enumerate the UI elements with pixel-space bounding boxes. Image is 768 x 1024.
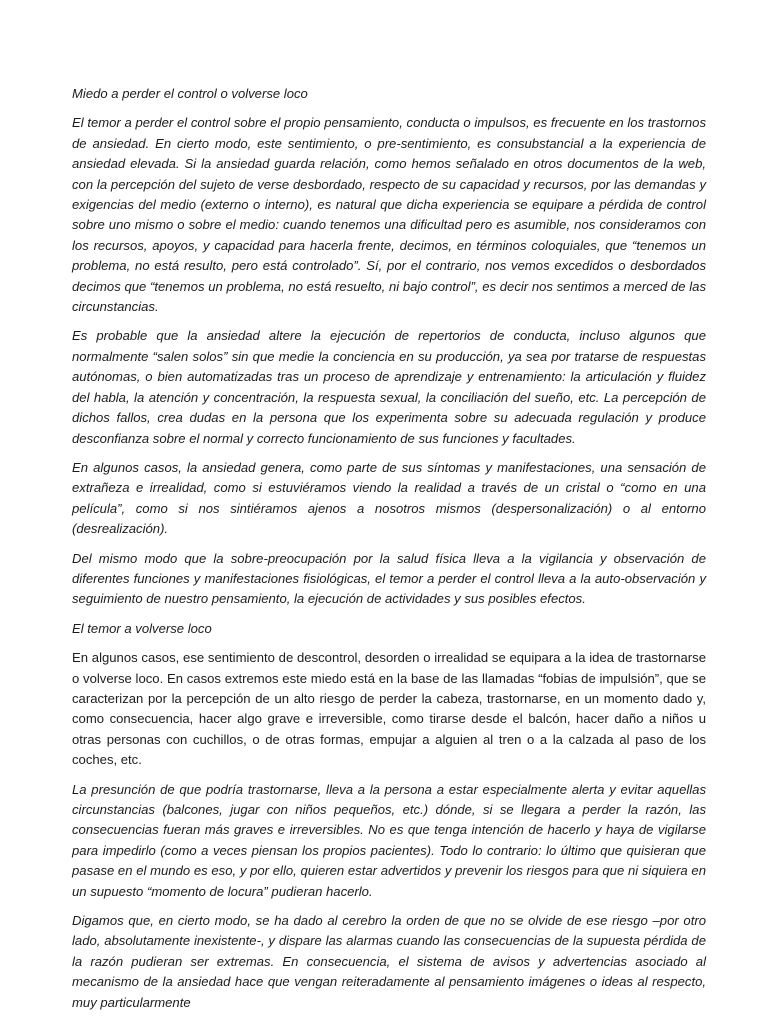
paragraph-presuncion: La presunción de que podría trastornarse, lleva a la persona a estar especialmente alerta y evitar aquellas circunstancias (balcones, jugar con niños pequeños, etc.) dónde, si se llegara a perder la razón, las consecuencias fueran más graves e irreversibles. No es que tenga intención de hacerlo y haya de vigilarse para impedirlo (como a veces piensan los propios pacientes). Todo lo contrario: lo último que quisieran que pasase en el mundo es eso, y por ello, quieren estar advertidos y prevenir los riesgos para que ni siquiera en un supuesto “momento de locura” pudieran hacerlo. xyxy=(72,781,706,899)
paragraph-ejecucion-conducta: Es probable que la ansiedad altere la ejecución de repertorios de conducta, incluso algunos que normalmente “salen solos” sin que medie la conciencia en su producción, ya sea por tratarse de respuestas autónomas, o bien automatizadas tras un proceso de aprendizaje y entrenamiento: la articulación y fluidez del habla, la atención y concentración, la respuesta sexual, la conciliación del sueño, etc. La percepción de dichos fallos, crea dudas en la persona que los experimenta sobre su adecuada regulación y produce desconfianza sobre el normal y correcto funcionamiento de sus funciones y facultades. xyxy=(72,328,706,446)
paragraph-extraneza-irrealidad: En algunos casos, la ansiedad genera, como parte de sus síntomas y manifestaciones, una sensación de extrañeza e irrealidad, como si estuviéramos viendo la realidad a través de un cristal o “como en una película”, como si nos sintiéramos ajenos a nosotros mismos (despersonalización) o al entorno (desrealización). xyxy=(72,459,706,537)
paragraph-orden-cerebro: Digamos que, en cierto modo, se ha dado al cerebro la orden de que no se olvide de ese riesgo –por otro lado, absolutamente inexistente-, y dispare las alarmas cuando las consecuencias de la supuesta pérdida de la razón pudieran ser extremas. En consecuencia, el sistema de avisos y advertencias asociado al mecanismo de la ansiedad hace que vengan reiteradamente al pensamiento imágenes o ideas al respecto, muy particularmente xyxy=(72,913,706,1010)
paragraph-fobias-impulsion: En algunos casos, ese sentimiento de descontrol, desorden o irrealidad se equipara a la idea de trastornarse o volverse loco. En casos extremos este miedo está en la base de las llamadas “fobias de impulsión”, que se caracterizan por la percepción de un alto riesgo de perder la cabeza, trastornarse, en un momento dado y, como consecuencia, hacer algo grave e irreversible, como tirarse desde el balcón, hacer daño a niños u otras personas con cuchillos, o de otras formas, empujar a alguien al tren o a la calzada al paso de los coches, etc. xyxy=(72,650,706,768)
paragraph-temor-control: El temor a perder el control sobre el propio pensamiento, conducta o impulsos, es frecuente en los trastornos de ansiedad. En cierto modo, este sentimiento, o pre-sentimiento, es consubstancial a la experiencia de ansiedad elevada. Si la ansiedad guarda relación, como hemos señalado en otros documentos de la web, con la percepción del sujeto de verse desbordado, respecto de su capacidad y recursos, por las demandas y exigencias del medio (externo o interno), es natural que dicha experiencia se equipare a pérdida de control sobre uno mismo o sobre el medio: cuando tenemos una dificultad pero es asumible, nos consideramos con los recursos, apoyos, y capacidad para hacerla frente, decimos, en términos coloquiales, que “tenemos un problema, no está resulto, pero está controlado”. Sí, por el contrario, nos vemos excedidos o desbordados decimos que “tenemos un problema, no está resuelto, ni bajo control”, es decir nos sentimos a merced de las circunstancias. xyxy=(72,115,706,315)
document-page xyxy=(72,84,706,1022)
section-heading-miedo: Miedo a perder el control o volverse loco xyxy=(72,86,308,101)
paragraph-auto-observacion: Del mismo modo que la sobre-preocupación por la salud física lleva a la vigilancia y observación de diferentes funciones y manifestaciones fisiológicas, el temor a perder el control lleva a la auto-observación y seguimiento de nuestro pensamiento, la ejecución de actividades y sus posibles efectos. xyxy=(72,550,706,607)
section-heading-volverse-loco: El temor a volverse loco xyxy=(72,620,212,636)
